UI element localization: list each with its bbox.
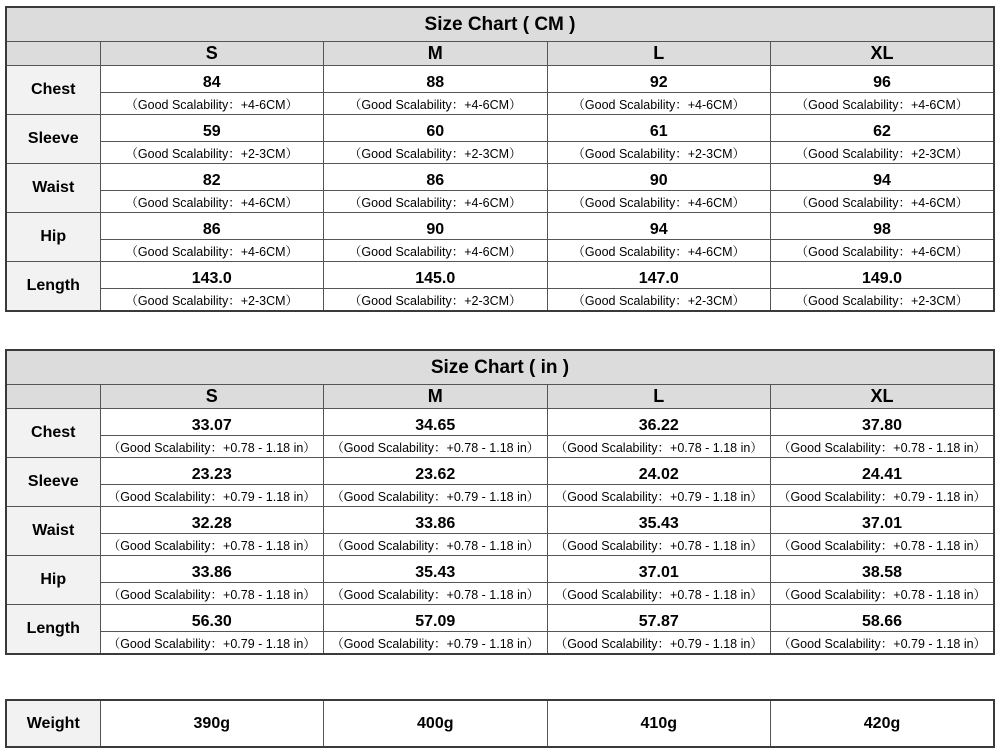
row-label: Chest [6,66,100,115]
measurement-value-s: 143.0 [100,262,324,289]
measurement-value-s: 32.28 [100,507,324,534]
row-label: Length [6,605,100,655]
scalability-note: （Good Scalability：+4-6CM） [324,240,548,262]
measurement-value-s: 56.30 [100,605,324,632]
measurement-row [6,605,994,632]
scalability-row [6,436,994,458]
measurement-row [6,507,994,534]
measurement-value-xl: 149.0 [771,262,995,289]
scalability-note: （Good Scalability：+0.79 - 1.18 in） [324,632,548,655]
scalability-note: （Good Scalability：+4-6CM） [547,191,771,213]
scalability-row [6,142,994,164]
scalability-note: （Good Scalability：+4-6CM） [324,191,548,213]
measurement-value-m: 145.0 [324,262,548,289]
scalability-note: （Good Scalability：+2-3CM） [324,289,548,312]
size-chart-cm-title: Size Chart ( CM ) [6,7,994,42]
size-header-l: L [547,42,771,66]
row-label: Sleeve [6,115,100,164]
measurement-value-xl: 62 [771,115,995,142]
measurement-value-xl: 58.66 [771,605,995,632]
scalability-note: （Good Scalability：+2-3CM） [100,289,324,312]
measurement-value-l: 37.01 [547,556,771,583]
size-header-m: M [324,42,548,66]
measurement-value-l: 90 [547,164,771,191]
measurement-value-l: 24.02 [547,458,771,485]
scalability-note: （Good Scalability：+4-6CM） [771,93,995,115]
scalability-note: （Good Scalability：+4-6CM） [547,93,771,115]
scalability-note: （Good Scalability：+4-6CM） [100,93,324,115]
scalability-note: （Good Scalability：+0.78 - 1.18 in） [324,583,548,605]
scalability-note: （Good Scalability：+0.79 - 1.18 in） [324,485,548,507]
measurement-row [6,556,994,583]
measurement-value-m: 34.65 [324,409,548,436]
scalability-note: （Good Scalability：+0.79 - 1.18 in） [100,632,324,655]
scalability-note: （Good Scalability：+2-3CM） [771,142,995,164]
weight-value-s: 390g [100,700,324,747]
row-label: Sleeve [6,458,100,507]
measurement-value-l: 36.22 [547,409,771,436]
scalability-row [6,632,994,655]
scalability-note: （Good Scalability：+4-6CM） [547,240,771,262]
measurement-value-m: 33.86 [324,507,548,534]
size-header-xl: XL [771,42,995,66]
measurement-value-l: 147.0 [547,262,771,289]
scalability-row [6,485,994,507]
scalability-note: （Good Scalability：+0.79 - 1.18 in） [547,632,771,655]
measurement-value-s: 23.23 [100,458,324,485]
size-header-s: S [100,42,324,66]
row-label: Hip [6,213,100,262]
size-chart-inch [5,349,995,655]
scalability-note: （Good Scalability：+0.78 - 1.18 in） [547,436,771,458]
measurement-value-xl: 98 [771,213,995,240]
measurement-value-s: 86 [100,213,324,240]
measurement-row [6,164,994,191]
weight-value-m: 400g [324,700,548,747]
scalability-row [6,191,994,213]
scalability-note: （Good Scalability：+0.78 - 1.18 in） [771,583,995,605]
measurement-value-s: 84 [100,66,324,93]
measurement-row [6,213,994,240]
measurement-value-m: 23.62 [324,458,548,485]
scalability-note: （Good Scalability：+4-6CM） [771,240,995,262]
weight-row [6,700,994,747]
scalability-note: （Good Scalability：+0.78 - 1.18 in） [771,436,995,458]
corner-cell [6,42,100,66]
scalability-note: （Good Scalability：+0.78 - 1.18 in） [324,436,548,458]
scalability-row [6,583,994,605]
weight-value-l: 410g [547,700,771,747]
scalability-row [6,289,994,312]
weight-value-xl: 420g [771,700,995,747]
measurement-value-m: 57.09 [324,605,548,632]
measurement-value-l: 35.43 [547,507,771,534]
measurement-value-m: 35.43 [324,556,548,583]
measurement-row [6,115,994,142]
weight-table [5,699,995,748]
scalability-note: （Good Scalability：+0.78 - 1.18 in） [771,534,995,556]
scalability-note: （Good Scalability：+2-3CM） [324,142,548,164]
scalability-note: （Good Scalability：+4-6CM） [771,191,995,213]
scalability-note: （Good Scalability：+4-6CM） [324,93,548,115]
measurement-value-l: 94 [547,213,771,240]
size-header-xl: XL [771,385,995,409]
measurement-value-s: 33.07 [100,409,324,436]
scalability-note: （Good Scalability：+0.78 - 1.18 in） [547,583,771,605]
scalability-note: （Good Scalability：+2-3CM） [547,289,771,312]
scalability-note: （Good Scalability：+0.79 - 1.18 in） [771,485,995,507]
measurement-value-m: 90 [324,213,548,240]
measurement-value-xl: 24.41 [771,458,995,485]
size-header-s: S [100,385,324,409]
corner-cell [6,385,100,409]
scalability-note: （Good Scalability：+0.79 - 1.18 in） [771,632,995,655]
measurement-value-l: 57.87 [547,605,771,632]
measurement-value-xl: 37.01 [771,507,995,534]
measurement-value-xl: 96 [771,66,995,93]
measurement-value-s: 33.86 [100,556,324,583]
measurement-row [6,409,994,436]
weight-label: Weight [6,700,100,747]
measurement-value-m: 88 [324,66,548,93]
scalability-note: （Good Scalability：+2-3CM） [100,142,324,164]
scalability-row [6,240,994,262]
measurement-row [6,458,994,485]
measurement-value-s: 59 [100,115,324,142]
size-chart-cm [5,6,995,312]
scalability-row [6,93,994,115]
measurement-value-l: 61 [547,115,771,142]
scalability-row [6,534,994,556]
measurement-value-m: 86 [324,164,548,191]
row-label: Chest [6,409,100,458]
size-chart-inch-title: Size Chart ( in ) [6,350,994,385]
measurement-value-xl: 38.58 [771,556,995,583]
scalability-note: （Good Scalability：+0.78 - 1.18 in） [100,534,324,556]
scalability-note: （Good Scalability：+0.79 - 1.18 in） [547,485,771,507]
measurement-row [6,262,994,289]
measurement-value-xl: 37.80 [771,409,995,436]
scalability-note: （Good Scalability：+0.78 - 1.18 in） [100,436,324,458]
scalability-note: （Good Scalability：+0.78 - 1.18 in） [324,534,548,556]
row-label: Length [6,262,100,312]
scalability-note: （Good Scalability：+0.78 - 1.18 in） [100,583,324,605]
scalability-note: （Good Scalability：+2-3CM） [771,289,995,312]
row-label: Hip [6,556,100,605]
row-label: Waist [6,507,100,556]
measurement-value-m: 60 [324,115,548,142]
measurement-row [6,66,994,93]
measurement-value-xl: 94 [771,164,995,191]
scalability-note: （Good Scalability：+4-6CM） [100,191,324,213]
scalability-note: （Good Scalability：+4-6CM） [100,240,324,262]
row-label: Waist [6,164,100,213]
measurement-value-l: 92 [547,66,771,93]
size-header-m: M [324,385,548,409]
scalability-note: （Good Scalability：+0.78 - 1.18 in） [547,534,771,556]
size-header-l: L [547,385,771,409]
scalability-note: （Good Scalability：+0.79 - 1.18 in） [100,485,324,507]
measurement-value-s: 82 [100,164,324,191]
scalability-note: （Good Scalability：+2-3CM） [547,142,771,164]
